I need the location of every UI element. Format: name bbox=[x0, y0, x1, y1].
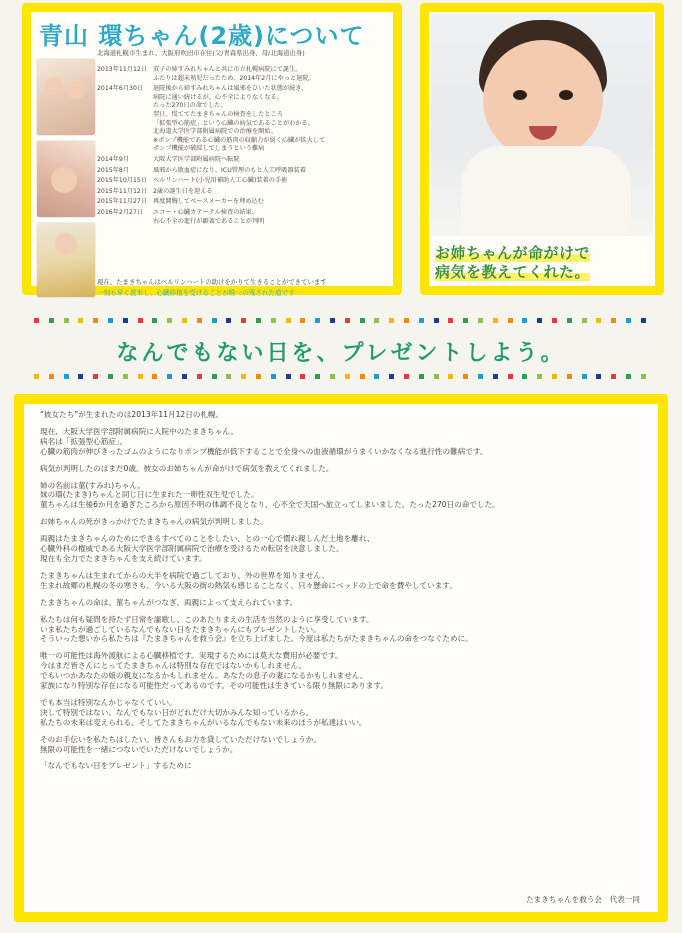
decorative-dot bbox=[49, 374, 54, 379]
letter-paragraph: お姉ちゃんの死がきっかけでたまきちゃんの病気が判明しました。 bbox=[40, 517, 268, 527]
timeline-date: 2014年6月30日 bbox=[97, 85, 144, 93]
decorative-dot bbox=[641, 318, 646, 323]
decorative-dot bbox=[493, 374, 498, 379]
letter-paragraph: でも本当は特別なんかじゃなくていい。 決して特別ではない、なんでもない日がどれだけ大切かみんな知っているから。 私たちの未来は変えられる。そしてたまきちゃんがいるなんでもない未来のほうが私達はいい。 bbox=[40, 697, 367, 727]
timeline-date: 2015年10月15日 bbox=[97, 177, 148, 185]
decorative-dot bbox=[360, 318, 365, 323]
timeline-date: 2014年9月 bbox=[97, 155, 130, 163]
timeline-text: 双子の姉すみれちゃんと共に市立札幌病院にて誕生。 ふたりは超未熟児だったため、2014年2月にやっと退院。 bbox=[153, 66, 315, 82]
timeline-text: 退院後から姉すみれちゃんは風邪をひいた状態が続き、 病院に通い続けるが、心不全によりなくなる。 たった270日の命でした。 翌日、慌ててたまきちゃんの検査をしたところ 「拡張型心筋症」という心臓の病気であることがわかる。 北海道大学医学部附属病院での治療を開始。 ※ポンプ機能である心臓の筋肉の収縮力が弱く心臓が拡大して ポンプ機能が破綻してしまうという難病 bbox=[153, 85, 326, 153]
timeline-text: エコー・心臓カテーテル検査の結果、 右心不全の進行が顕著であることが判明 bbox=[153, 208, 265, 225]
timeline-date: 2013年11月12日 bbox=[97, 66, 148, 73]
decorative-dot bbox=[64, 374, 69, 379]
decorative-dot bbox=[256, 318, 261, 323]
timeline-text: 大阪大学医学部附属病院へ転院 bbox=[153, 155, 240, 163]
decorative-dot bbox=[226, 374, 231, 379]
decorative-dot bbox=[419, 318, 424, 323]
photo-caption bbox=[435, 244, 655, 282]
timeline-row bbox=[97, 85, 397, 154]
decorative-dot bbox=[123, 374, 128, 379]
decorative-dot bbox=[49, 318, 54, 323]
decorative-dot bbox=[78, 374, 83, 379]
decorative-dot bbox=[138, 318, 143, 323]
dot-border-top bbox=[34, 318, 654, 324]
decorative-dot bbox=[522, 374, 527, 379]
timeline-row bbox=[97, 198, 397, 207]
decorative-dot bbox=[182, 318, 187, 323]
slogan: なんでもない日を、プレゼントしよう。 bbox=[116, 341, 566, 366]
decorative-dot bbox=[611, 374, 616, 379]
timeline-row bbox=[97, 209, 397, 226]
hospital-baby-photo bbox=[37, 141, 95, 217]
timeline-text: 2歳の誕生日を迎える bbox=[153, 187, 213, 195]
decorative-dot bbox=[108, 318, 113, 323]
letter-paragraph: 私たちは何も疑問を持たず日常を謳歌し、このあたりまえの生活を当然のように享受しています。 いま私たちが過ごしているなんでもない日をたまきちゃんにもプレゼントしたい。 そういった想いから私たちは『たまきちゃんを救う会』を立ち上げました。今度は私たちがたまきちゃんの命をつなぐために。 bbox=[40, 614, 473, 644]
profile-intro: 北海道札幌市生まれ、大阪府吹田市在住(父/青森県出身、母/北海道出身) bbox=[97, 49, 305, 57]
timeline-date: 2016年2月27日 bbox=[97, 208, 144, 216]
urgent-message: 一刻も早く渡米し、心臓移植を受けることが唯一の残された道です bbox=[97, 289, 295, 297]
decorative-dot bbox=[537, 318, 542, 323]
letter-paragraph: 病気が判明したのはまだ0歳。彼女のお姉ちゃんが命がけで病気を教えてくれました。 bbox=[40, 463, 334, 473]
decorative-dot bbox=[34, 374, 39, 379]
decorative-dot bbox=[508, 318, 513, 323]
decorative-dot bbox=[641, 374, 646, 379]
letter-paragraph: 「なんでもない日をプレゼント」するために bbox=[40, 761, 192, 771]
decorative-dot bbox=[315, 374, 320, 379]
decorative-dot bbox=[374, 318, 379, 323]
decorative-dot bbox=[389, 318, 394, 323]
decorative-dot bbox=[330, 374, 335, 379]
decorative-dot bbox=[197, 374, 202, 379]
decorative-dot bbox=[212, 318, 217, 323]
decorative-dot bbox=[152, 374, 157, 379]
decorative-dot bbox=[434, 374, 439, 379]
caption-line-2: 病気を教えてくれた。 bbox=[435, 263, 591, 281]
profile-title: 青山 環ちゃん(2歳)について bbox=[39, 22, 365, 50]
decorative-dot bbox=[152, 318, 157, 323]
decorative-dot bbox=[64, 318, 69, 323]
timeline-text: ベルリンハート(小児用補助人工心臓)装着の手術 bbox=[153, 177, 288, 185]
decorative-dot bbox=[508, 374, 513, 379]
decorative-dot bbox=[611, 318, 616, 323]
decorative-dot bbox=[330, 318, 335, 323]
timeline-row bbox=[97, 66, 397, 83]
decorative-dot bbox=[108, 374, 113, 379]
decorative-dot bbox=[93, 318, 98, 323]
letter-panel bbox=[14, 394, 668, 922]
decorative-dot bbox=[419, 374, 424, 379]
letter-paragraph: 現在、大阪大学医学部附属病院に入院中のたまきちゃん。 病名は「拡張型心筋症」。 心臓の筋肉が伸びきったゴムのようになりポンプ機能が低下することで全身への血液循環がうまくいかなくなる進行性の難病です。 bbox=[40, 426, 488, 456]
decorative-dot bbox=[286, 374, 291, 379]
decorative-dot bbox=[93, 374, 98, 379]
decorative-dot bbox=[626, 374, 631, 379]
current-status-note: 現在、たまきちゃんはベルリンハートの助けをかりて生きることができています bbox=[97, 278, 327, 286]
toddler-photo bbox=[37, 223, 95, 297]
letter-paragraph: 姉の名前は菫(すみれ)ちゃん。 妹の環(たまき)ちゃんと同じ日に生まれた一卵性双生児でした。 菫ちゃんは生後6か月を過ぎたころから原因不明の体調不良となり、心不全で天国へ旅立ってしまいました。たった270日の命でした。 bbox=[40, 480, 500, 510]
decorative-dot bbox=[448, 374, 453, 379]
decorative-dot bbox=[493, 318, 498, 323]
decorative-dot bbox=[596, 318, 601, 323]
timeline-text: 再度開胸してペースメーカーを埋め込む bbox=[153, 198, 264, 206]
timeline-row bbox=[97, 167, 397, 176]
child-portrait bbox=[431, 14, 653, 236]
letter-paragraph: “彼女たち”が生まれたのは2013年11月12日の札幌。 bbox=[40, 410, 224, 419]
decorative-dot bbox=[138, 374, 143, 379]
timeline-row bbox=[97, 188, 397, 197]
decorative-dot bbox=[582, 318, 587, 323]
decorative-dot bbox=[182, 374, 187, 379]
decorative-dot bbox=[463, 318, 468, 323]
timeline-row bbox=[97, 177, 397, 186]
decorative-dot bbox=[271, 318, 276, 323]
decorative-dot bbox=[167, 374, 172, 379]
decorative-dot bbox=[552, 374, 557, 379]
decorative-dot bbox=[404, 374, 409, 379]
newborn-twins-photo bbox=[37, 59, 95, 135]
decorative-dot bbox=[463, 374, 468, 379]
timeline bbox=[97, 66, 397, 228]
timeline-row bbox=[97, 156, 397, 165]
decorative-dot bbox=[212, 374, 217, 379]
decorative-dot bbox=[582, 374, 587, 379]
decorative-dot bbox=[360, 374, 365, 379]
decorative-dot bbox=[241, 374, 246, 379]
caption-line-1: お姉ちゃんが命がけで bbox=[435, 244, 591, 262]
decorative-dot bbox=[271, 374, 276, 379]
photo-card bbox=[420, 3, 664, 295]
timeline-date: 2015年8月 bbox=[97, 166, 130, 174]
signature: たまきちゃんを救う会 代表一同 bbox=[526, 895, 640, 904]
decorative-dot bbox=[286, 318, 291, 323]
decorative-dot bbox=[434, 318, 439, 323]
decorative-dot bbox=[596, 374, 601, 379]
letter-paragraph: 唯一の可能性は海外渡航による心臓移植です。実現するためには莫大な費用が必要です。 今はまだ皆さんにとってたまきちゃんは特別な存在ではないかもしれません。 でもいつかあなたの娘の親友になるかもしれません。あなたの息子の妻になるかもしれません。 家族になり特別な存在になる可能性だってあるのです。その可能性は生きている限り無限にあります。 bbox=[40, 651, 389, 691]
decorative-dot bbox=[567, 318, 572, 323]
letter-paragraph: 両親はたまきちゃんのためにできるすべてのことをしたい、との一心で慣れ親しんだ土地を離れ、 心臓外科の権威である大阪大学医学部附属病院で治療を受けるため転居を決意しました。 現在も全力でたまきちゃんを支え続けています。 bbox=[40, 534, 375, 563]
decorative-dot bbox=[300, 374, 305, 379]
decorative-dot bbox=[478, 374, 483, 379]
decorative-dot bbox=[197, 318, 202, 323]
decorative-dot bbox=[389, 374, 394, 379]
decorative-dot bbox=[552, 318, 557, 323]
decorative-dot bbox=[315, 318, 320, 323]
decorative-dot bbox=[345, 318, 350, 323]
decorative-dot bbox=[167, 318, 172, 323]
decorative-dot bbox=[374, 374, 379, 379]
decorative-dot bbox=[256, 374, 261, 379]
decorative-dot bbox=[123, 318, 128, 323]
decorative-dot bbox=[567, 374, 572, 379]
decorative-dot bbox=[626, 318, 631, 323]
decorative-dot bbox=[300, 318, 305, 323]
decorative-dot bbox=[404, 318, 409, 323]
decorative-dot bbox=[34, 318, 39, 323]
decorative-dot bbox=[478, 318, 483, 323]
decorative-dot bbox=[522, 318, 527, 323]
timeline-date: 2015年11月12日 bbox=[97, 187, 148, 195]
letter-body bbox=[40, 410, 640, 778]
dot-border-bottom bbox=[34, 374, 654, 380]
letter-paragraph: たまきちゃんの命は、菫ちゃんがつなぎ、両親によって支えられています。 bbox=[40, 597, 298, 607]
decorative-dot bbox=[78, 318, 83, 323]
letter-paragraph: たまきちゃんは生まれてからの大半を病院で過ごしており、外の世界を知りません。 生まれ故郷の札幌の冬の寒さも、今いる大阪の街の熱気も感じることなく、只々懸命にベッドの上で命を費やしています。 bbox=[40, 570, 457, 590]
timeline-date: 2015年11月27日 bbox=[97, 198, 148, 206]
decorative-dot bbox=[537, 374, 542, 379]
decorative-dot bbox=[448, 318, 453, 323]
profile-panel bbox=[22, 3, 402, 295]
decorative-dot bbox=[241, 318, 246, 323]
timeline-text: 風邪から敗血症になり、ICU管理のもと人工呼吸器装着 bbox=[153, 166, 306, 174]
letter-paragraph: そのお手伝いを私たちはしたい。皆さんもお力を貸していただけないでしょうか。 無限の可能性を一緒につないでいただけないでしょうか。 bbox=[40, 734, 321, 754]
decorative-dot bbox=[345, 374, 350, 379]
decorative-dot bbox=[226, 318, 231, 323]
